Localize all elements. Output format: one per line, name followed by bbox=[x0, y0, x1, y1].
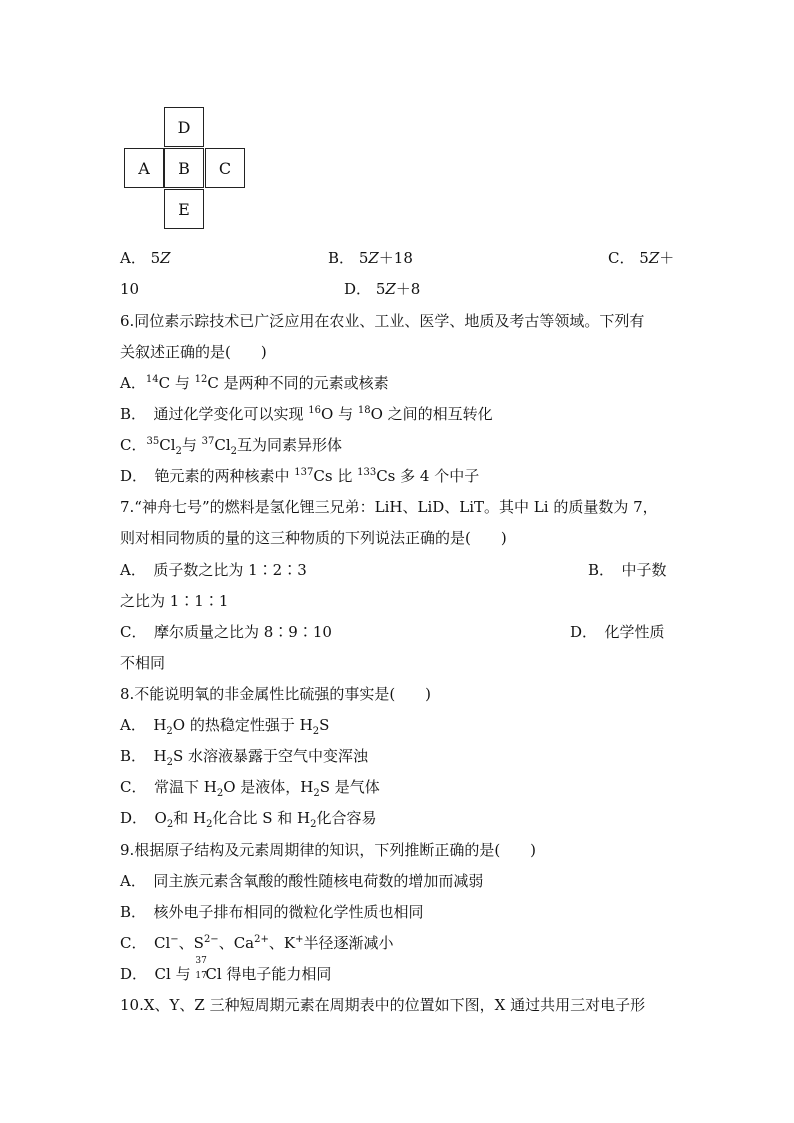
q9-option-d: D． Cl 与 37 17 Cl 得电子能力相同 bbox=[120, 956, 332, 983]
q6-option-d: D． 铯元素的两种核素中 $^{137}$Cs 比 $^{133}$Cs 多 4 个中子 bbox=[120, 467, 480, 485]
q7-stem-2: 则对相同物质的量的这三种物质的下列说法正确的是( ) bbox=[120, 529, 507, 547]
q8-option-c: C． 常温下 $H_2O$ 是液体，$H_2S$ 是气体 bbox=[120, 778, 380, 799]
q5-option-d: D． 5Z＋8 bbox=[344, 280, 421, 298]
cell-d: D bbox=[164, 107, 204, 147]
q9-option-b: B． 核外电子排布相同的微粒化学性质也相同 bbox=[120, 903, 424, 921]
q6-option-a: A．$^{14}$C 与 $^{12}$C 是两种不同的元素或核素 bbox=[120, 374, 389, 392]
cell-c: C bbox=[205, 148, 245, 188]
cell-b: B bbox=[164, 148, 204, 188]
q10-stem: 10.X、Y、Z 三种短周期元素在周期表中的位置如下图，X 通过共用三对电子形 bbox=[120, 996, 646, 1014]
q6-stem-2: 关叙述正确的是( ) bbox=[120, 343, 267, 361]
cell-e: E bbox=[164, 189, 204, 229]
q8-option-d: D． $O_2$和 $H_2$化合比 S 和 $H_2$化合容易 bbox=[120, 809, 377, 830]
q9-option-c: C． Cl−、$S^{2-}$、$Ca^{2+}$、K+半径逐渐减小 bbox=[120, 934, 394, 952]
q8-stem: 8.不能说明氧的非金属性比硫强的事实是( ) bbox=[120, 685, 432, 703]
q5-option-b: B． 5Z＋18 bbox=[328, 249, 413, 267]
q9-option-a: A． 同主族元素含氧酸的酸性随核电荷数的增加而减弱 bbox=[120, 872, 484, 890]
q7-option-b-cont: 之比为 1∶1∶1 bbox=[120, 592, 229, 610]
q8-option-b: B． $H_2S$ 水溶液暴露于空气中变浑浊 bbox=[120, 747, 369, 768]
q7-option-d-cont: 不相同 bbox=[120, 654, 166, 672]
q7-option-b: B． 中子数 bbox=[588, 561, 667, 579]
q6-option-c: C．$^{35}Cl_2$与 $^{37}Cl_2$互为同素异形体 bbox=[120, 436, 343, 457]
q5-option-c: C． 5Z＋ bbox=[608, 249, 675, 267]
q7-stem-1: 7.“神舟七号”的燃料是氢化锂三兄弟：LiH、LiD、LiT。其中 Li 的质量数为 7， bbox=[120, 498, 658, 516]
q8-option-a: A． $H_2O$ 的热稳定性强于 $H_2S$ bbox=[120, 716, 330, 737]
q5-option-c-cont: 10 bbox=[120, 280, 140, 298]
q6-option-b: B． 通过化学变化可以实现 $^{16}$O 与 $^{18}$O 之间的相互转化 bbox=[120, 405, 493, 423]
cell-a: A bbox=[124, 148, 164, 188]
q6-stem-1: 6.同位素示踪技术已广泛应用在农业、工业、医学、地质及考古等领域。下列有 bbox=[120, 312, 645, 330]
q7-option-d: D． 化学性质 bbox=[570, 623, 665, 641]
q9-stem: 9.根据原子结构及元素周期律的知识，下列推断正确的是( ) bbox=[120, 841, 537, 859]
q5-option-a: A． 5Z bbox=[120, 249, 171, 267]
q7-option-c: C． 摩尔质量之比为 8∶9∶10 bbox=[120, 623, 332, 641]
q7-option-a: A． 质子数之比为 1∶2∶3 bbox=[120, 561, 307, 579]
